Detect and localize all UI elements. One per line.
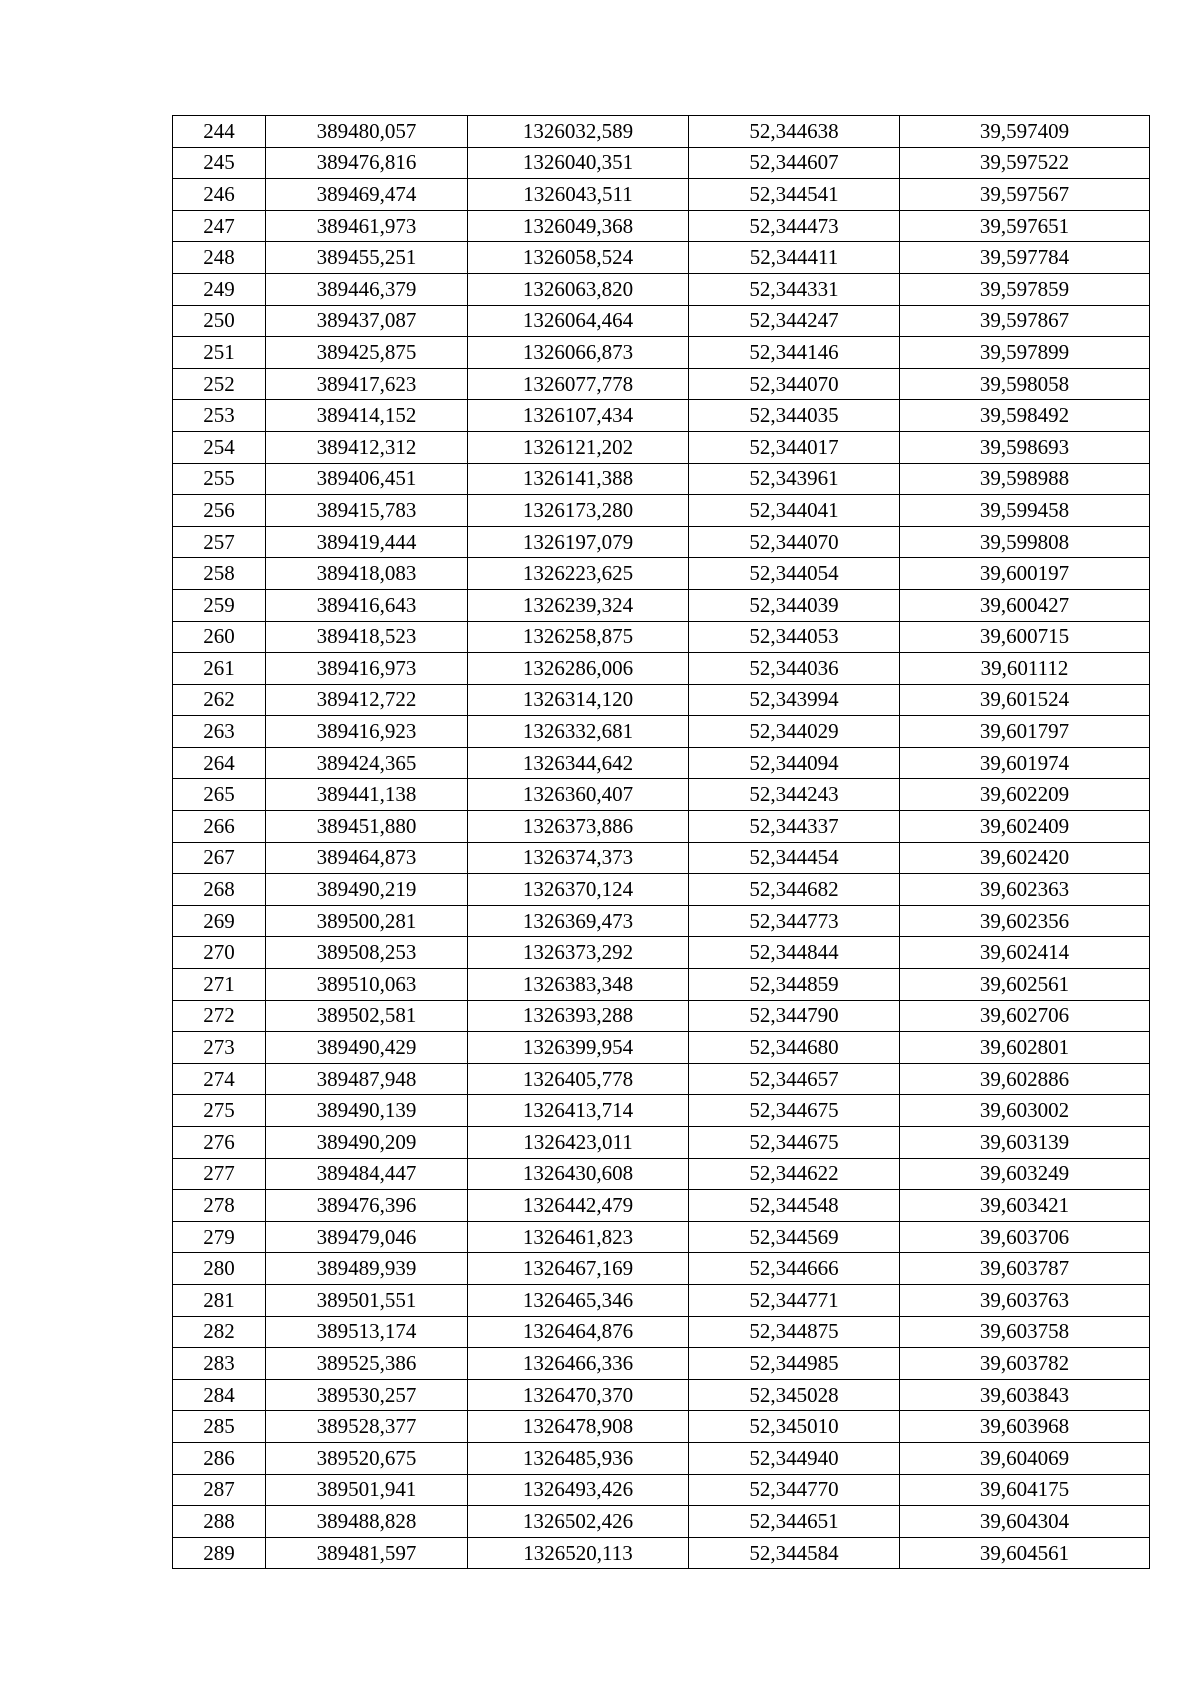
y-coordinate-cell: 1326383,348: [468, 969, 689, 1001]
y-coordinate-cell: 1326502,426: [468, 1506, 689, 1538]
latitude-cell: 52,344039: [689, 589, 900, 621]
longitude-cell: 39,604304: [900, 1506, 1150, 1538]
y-coordinate-cell: 1326332,681: [468, 716, 689, 748]
y-coordinate-cell: 1326077,778: [468, 368, 689, 400]
point-number-cell: 284: [173, 1379, 266, 1411]
point-number-cell: 259: [173, 589, 266, 621]
y-coordinate-cell: 1326239,324: [468, 589, 689, 621]
x-coordinate-cell: 389530,257: [266, 1379, 468, 1411]
x-coordinate-cell: 389513,174: [266, 1316, 468, 1348]
point-number-cell: 269: [173, 905, 266, 937]
table-row: [173, 589, 1150, 621]
point-number-cell: 270: [173, 937, 266, 969]
longitude-cell: 39,603758: [900, 1316, 1150, 1348]
table-row: [173, 431, 1150, 463]
point-number-cell: 263: [173, 716, 266, 748]
longitude-cell: 39,601112: [900, 653, 1150, 685]
longitude-cell: 39,602363: [900, 874, 1150, 906]
point-number-cell: 277: [173, 1158, 266, 1190]
table-row: [173, 1221, 1150, 1253]
x-coordinate-cell: 389412,312: [266, 431, 468, 463]
point-number-cell: 248: [173, 242, 266, 274]
x-coordinate-cell: 389490,219: [266, 874, 468, 906]
x-coordinate-cell: 389508,253: [266, 937, 468, 969]
latitude-cell: 52,344569: [689, 1221, 900, 1253]
y-coordinate-cell: 1326121,202: [468, 431, 689, 463]
latitude-cell: 52,343994: [689, 684, 900, 716]
y-coordinate-cell: 1326049,368: [468, 210, 689, 242]
point-number-cell: 249: [173, 273, 266, 305]
longitude-cell: 39,602409: [900, 811, 1150, 843]
latitude-cell: 52,344771: [689, 1284, 900, 1316]
table-row: [173, 526, 1150, 558]
x-coordinate-cell: 389490,429: [266, 1032, 468, 1064]
latitude-cell: 52,344473: [689, 210, 900, 242]
y-coordinate-cell: 1326470,370: [468, 1379, 689, 1411]
latitude-cell: 52,344041: [689, 495, 900, 527]
x-coordinate-cell: 389520,675: [266, 1442, 468, 1474]
point-number-cell: 245: [173, 147, 266, 179]
x-coordinate-cell: 389414,152: [266, 400, 468, 432]
point-number-cell: 258: [173, 558, 266, 590]
table-row: [173, 242, 1150, 274]
latitude-cell: 52,344054: [689, 558, 900, 590]
table-row: [173, 463, 1150, 495]
coordinates-table: [172, 115, 1150, 1569]
x-coordinate-cell: 389441,138: [266, 779, 468, 811]
x-coordinate-cell: 389418,523: [266, 621, 468, 653]
table-row: [173, 400, 1150, 432]
latitude-cell: 52,345010: [689, 1411, 900, 1443]
table-row: [173, 210, 1150, 242]
latitude-cell: 52,344607: [689, 147, 900, 179]
point-number-cell: 279: [173, 1221, 266, 1253]
y-coordinate-cell: 1326442,479: [468, 1190, 689, 1222]
y-coordinate-cell: 1326461,823: [468, 1221, 689, 1253]
latitude-cell: 52,344675: [689, 1095, 900, 1127]
y-coordinate-cell: 1326173,280: [468, 495, 689, 527]
point-number-cell: 276: [173, 1127, 266, 1159]
table-row: [173, 1348, 1150, 1380]
point-number-cell: 278: [173, 1190, 266, 1222]
latitude-cell: 52,344243: [689, 779, 900, 811]
x-coordinate-cell: 389501,941: [266, 1474, 468, 1506]
latitude-cell: 52,344875: [689, 1316, 900, 1348]
y-coordinate-cell: 1326141,388: [468, 463, 689, 495]
y-coordinate-cell: 1326464,876: [468, 1316, 689, 1348]
latitude-cell: 52,344844: [689, 937, 900, 969]
longitude-cell: 39,603249: [900, 1158, 1150, 1190]
point-number-cell: 247: [173, 210, 266, 242]
longitude-cell: 39,603787: [900, 1253, 1150, 1285]
y-coordinate-cell: 1326374,373: [468, 842, 689, 874]
latitude-cell: 52,344940: [689, 1442, 900, 1474]
point-number-cell: 289: [173, 1537, 266, 1569]
point-number-cell: 250: [173, 305, 266, 337]
longitude-cell: 39,602420: [900, 842, 1150, 874]
y-coordinate-cell: 1326064,464: [468, 305, 689, 337]
table-row: [173, 684, 1150, 716]
longitude-cell: 39,597784: [900, 242, 1150, 274]
latitude-cell: 52,344053: [689, 621, 900, 653]
y-coordinate-cell: 1326344,642: [468, 747, 689, 779]
point-number-cell: 254: [173, 431, 266, 463]
table-row: [173, 273, 1150, 305]
x-coordinate-cell: 389510,063: [266, 969, 468, 1001]
x-coordinate-cell: 389446,379: [266, 273, 468, 305]
table-row: [173, 1442, 1150, 1474]
latitude-cell: 52,344770: [689, 1474, 900, 1506]
x-coordinate-cell: 389502,581: [266, 1000, 468, 1032]
longitude-cell: 39,601974: [900, 747, 1150, 779]
table-row: [173, 811, 1150, 843]
y-coordinate-cell: 1326223,625: [468, 558, 689, 590]
table-row: [173, 653, 1150, 685]
point-number-cell: 262: [173, 684, 266, 716]
y-coordinate-cell: 1326393,288: [468, 1000, 689, 1032]
table-row: [173, 305, 1150, 337]
x-coordinate-cell: 389481,597: [266, 1537, 468, 1569]
longitude-cell: 39,603843: [900, 1379, 1150, 1411]
latitude-cell: 52,344651: [689, 1506, 900, 1538]
table-row: [173, 905, 1150, 937]
x-coordinate-cell: 389480,057: [266, 116, 468, 148]
latitude-cell: 52,344411: [689, 242, 900, 274]
x-coordinate-cell: 389416,973: [266, 653, 468, 685]
y-coordinate-cell: 1326413,714: [468, 1095, 689, 1127]
x-coordinate-cell: 389501,551: [266, 1284, 468, 1316]
x-coordinate-cell: 389500,281: [266, 905, 468, 937]
x-coordinate-cell: 389476,396: [266, 1190, 468, 1222]
latitude-cell: 52,344094: [689, 747, 900, 779]
longitude-cell: 39,597867: [900, 305, 1150, 337]
table-row: [173, 116, 1150, 148]
latitude-cell: 52,344454: [689, 842, 900, 874]
latitude-cell: 52,343961: [689, 463, 900, 495]
longitude-cell: 39,598988: [900, 463, 1150, 495]
table-row: [173, 1284, 1150, 1316]
y-coordinate-cell: 1326286,006: [468, 653, 689, 685]
x-coordinate-cell: 389455,251: [266, 242, 468, 274]
table-row: [173, 842, 1150, 874]
point-number-cell: 265: [173, 779, 266, 811]
table-row: [173, 1316, 1150, 1348]
table-row: [173, 337, 1150, 369]
x-coordinate-cell: 389464,873: [266, 842, 468, 874]
longitude-cell: 39,603706: [900, 1221, 1150, 1253]
x-coordinate-cell: 389415,783: [266, 495, 468, 527]
point-number-cell: 288: [173, 1506, 266, 1538]
longitude-cell: 39,598058: [900, 368, 1150, 400]
y-coordinate-cell: 1326405,778: [468, 1063, 689, 1095]
longitude-cell: 39,602706: [900, 1000, 1150, 1032]
longitude-cell: 39,601797: [900, 716, 1150, 748]
latitude-cell: 52,344036: [689, 653, 900, 685]
x-coordinate-cell: 389418,083: [266, 558, 468, 590]
longitude-cell: 39,603763: [900, 1284, 1150, 1316]
table-row: [173, 1190, 1150, 1222]
latitude-cell: 52,344146: [689, 337, 900, 369]
table-row: [173, 179, 1150, 211]
point-number-cell: 252: [173, 368, 266, 400]
longitude-cell: 39,599808: [900, 526, 1150, 558]
latitude-cell: 52,344070: [689, 526, 900, 558]
latitude-cell: 52,344584: [689, 1537, 900, 1569]
latitude-cell: 52,344017: [689, 431, 900, 463]
latitude-cell: 52,344638: [689, 116, 900, 148]
longitude-cell: 39,597651: [900, 210, 1150, 242]
x-coordinate-cell: 389476,816: [266, 147, 468, 179]
point-number-cell: 287: [173, 1474, 266, 1506]
y-coordinate-cell: 1326197,079: [468, 526, 689, 558]
longitude-cell: 39,602801: [900, 1032, 1150, 1064]
x-coordinate-cell: 389469,474: [266, 179, 468, 211]
latitude-cell: 52,344657: [689, 1063, 900, 1095]
latitude-cell: 52,344331: [689, 273, 900, 305]
point-number-cell: 244: [173, 116, 266, 148]
table-row: [173, 1063, 1150, 1095]
table-row: [173, 969, 1150, 1001]
table-row: [173, 1032, 1150, 1064]
x-coordinate-cell: 389487,948: [266, 1063, 468, 1095]
y-coordinate-cell: 1326314,120: [468, 684, 689, 716]
table-row: [173, 1411, 1150, 1443]
table-row: [173, 1158, 1150, 1190]
longitude-cell: 39,602414: [900, 937, 1150, 969]
x-coordinate-cell: 389425,875: [266, 337, 468, 369]
table-row: [173, 779, 1150, 811]
point-number-cell: 272: [173, 1000, 266, 1032]
longitude-cell: 39,603139: [900, 1127, 1150, 1159]
longitude-cell: 39,604175: [900, 1474, 1150, 1506]
table-row: [173, 1000, 1150, 1032]
y-coordinate-cell: 1326258,875: [468, 621, 689, 653]
x-coordinate-cell: 389484,447: [266, 1158, 468, 1190]
y-coordinate-cell: 1326465,346: [468, 1284, 689, 1316]
table-row: [173, 621, 1150, 653]
point-number-cell: 264: [173, 747, 266, 779]
latitude-cell: 52,344548: [689, 1190, 900, 1222]
point-number-cell: 261: [173, 653, 266, 685]
longitude-cell: 39,598492: [900, 400, 1150, 432]
latitude-cell: 52,344680: [689, 1032, 900, 1064]
table-row: [173, 495, 1150, 527]
x-coordinate-cell: 389419,444: [266, 526, 468, 558]
latitude-cell: 52,344622: [689, 1158, 900, 1190]
table-row: [173, 1253, 1150, 1285]
latitude-cell: 52,344666: [689, 1253, 900, 1285]
point-number-cell: 266: [173, 811, 266, 843]
point-number-cell: 280: [173, 1253, 266, 1285]
longitude-cell: 39,602209: [900, 779, 1150, 811]
x-coordinate-cell: 389416,643: [266, 589, 468, 621]
table-row: [173, 1537, 1150, 1569]
latitude-cell: 52,344035: [689, 400, 900, 432]
longitude-cell: 39,597899: [900, 337, 1150, 369]
y-coordinate-cell: 1326466,336: [468, 1348, 689, 1380]
table-row: [173, 1095, 1150, 1127]
y-coordinate-cell: 1326423,011: [468, 1127, 689, 1159]
longitude-cell: 39,599458: [900, 495, 1150, 527]
point-number-cell: 257: [173, 526, 266, 558]
longitude-cell: 39,600715: [900, 621, 1150, 653]
y-coordinate-cell: 1326360,407: [468, 779, 689, 811]
table-row: [173, 1474, 1150, 1506]
latitude-cell: 52,344675: [689, 1127, 900, 1159]
latitude-cell: 52,344541: [689, 179, 900, 211]
y-coordinate-cell: 1326399,954: [468, 1032, 689, 1064]
y-coordinate-cell: 1326370,124: [468, 874, 689, 906]
x-coordinate-cell: 389451,880: [266, 811, 468, 843]
point-number-cell: 256: [173, 495, 266, 527]
y-coordinate-cell: 1326369,473: [468, 905, 689, 937]
table-row: [173, 747, 1150, 779]
x-coordinate-cell: 389525,386: [266, 1348, 468, 1380]
point-number-cell: 274: [173, 1063, 266, 1095]
longitude-cell: 39,603968: [900, 1411, 1150, 1443]
latitude-cell: 52,344985: [689, 1348, 900, 1380]
table-row: [173, 368, 1150, 400]
longitude-cell: 39,603002: [900, 1095, 1150, 1127]
y-coordinate-cell: 1326066,873: [468, 337, 689, 369]
longitude-cell: 39,603421: [900, 1190, 1150, 1222]
latitude-cell: 52,344682: [689, 874, 900, 906]
latitude-cell: 52,344337: [689, 811, 900, 843]
table-row: [173, 937, 1150, 969]
longitude-cell: 39,597567: [900, 179, 1150, 211]
x-coordinate-cell: 389490,139: [266, 1095, 468, 1127]
point-number-cell: 260: [173, 621, 266, 653]
y-coordinate-cell: 1326058,524: [468, 242, 689, 274]
latitude-cell: 52,344859: [689, 969, 900, 1001]
y-coordinate-cell: 1326493,426: [468, 1474, 689, 1506]
point-number-cell: 275: [173, 1095, 266, 1127]
table-row: [173, 147, 1150, 179]
table-row: [173, 716, 1150, 748]
longitude-cell: 39,602561: [900, 969, 1150, 1001]
point-number-cell: 253: [173, 400, 266, 432]
longitude-cell: 39,598693: [900, 431, 1150, 463]
y-coordinate-cell: 1326373,886: [468, 811, 689, 843]
longitude-cell: 39,604069: [900, 1442, 1150, 1474]
point-number-cell: 251: [173, 337, 266, 369]
table-row: [173, 1379, 1150, 1411]
point-number-cell: 267: [173, 842, 266, 874]
y-coordinate-cell: 1326478,908: [468, 1411, 689, 1443]
point-number-cell: 281: [173, 1284, 266, 1316]
y-coordinate-cell: 1326107,434: [468, 400, 689, 432]
x-coordinate-cell: 389412,722: [266, 684, 468, 716]
point-number-cell: 271: [173, 969, 266, 1001]
x-coordinate-cell: 389416,923: [266, 716, 468, 748]
x-coordinate-cell: 389406,451: [266, 463, 468, 495]
x-coordinate-cell: 389479,046: [266, 1221, 468, 1253]
y-coordinate-cell: 1326485,936: [468, 1442, 689, 1474]
point-number-cell: 246: [173, 179, 266, 211]
x-coordinate-cell: 389461,973: [266, 210, 468, 242]
point-number-cell: 255: [173, 463, 266, 495]
y-coordinate-cell: 1326430,608: [468, 1158, 689, 1190]
y-coordinate-cell: 1326032,589: [468, 116, 689, 148]
y-coordinate-cell: 1326063,820: [468, 273, 689, 305]
y-coordinate-cell: 1326467,169: [468, 1253, 689, 1285]
x-coordinate-cell: 389437,087: [266, 305, 468, 337]
table-row: [173, 1506, 1150, 1538]
latitude-cell: 52,344029: [689, 716, 900, 748]
x-coordinate-cell: 389490,209: [266, 1127, 468, 1159]
latitude-cell: 52,345028: [689, 1379, 900, 1411]
point-number-cell: 286: [173, 1442, 266, 1474]
y-coordinate-cell: 1326043,511: [468, 179, 689, 211]
x-coordinate-cell: 389424,365: [266, 747, 468, 779]
point-number-cell: 273: [173, 1032, 266, 1064]
coordinates-table-body: [173, 116, 1150, 1569]
point-number-cell: 283: [173, 1348, 266, 1380]
x-coordinate-cell: 389489,939: [266, 1253, 468, 1285]
x-coordinate-cell: 389417,623: [266, 368, 468, 400]
latitude-cell: 52,344773: [689, 905, 900, 937]
y-coordinate-cell: 1326373,292: [468, 937, 689, 969]
latitude-cell: 52,344070: [689, 368, 900, 400]
point-number-cell: 285: [173, 1411, 266, 1443]
y-coordinate-cell: 1326520,113: [468, 1537, 689, 1569]
longitude-cell: 39,601524: [900, 684, 1150, 716]
longitude-cell: 39,600197: [900, 558, 1150, 590]
longitude-cell: 39,597409: [900, 116, 1150, 148]
x-coordinate-cell: 389488,828: [266, 1506, 468, 1538]
y-coordinate-cell: 1326040,351: [468, 147, 689, 179]
x-coordinate-cell: 389528,377: [266, 1411, 468, 1443]
table-row: [173, 1127, 1150, 1159]
latitude-cell: 52,344247: [689, 305, 900, 337]
longitude-cell: 39,604561: [900, 1537, 1150, 1569]
longitude-cell: 39,602356: [900, 905, 1150, 937]
table-row: [173, 558, 1150, 590]
longitude-cell: 39,603782: [900, 1348, 1150, 1380]
point-number-cell: 268: [173, 874, 266, 906]
table-row: [173, 874, 1150, 906]
longitude-cell: 39,597859: [900, 273, 1150, 305]
longitude-cell: 39,597522: [900, 147, 1150, 179]
point-number-cell: 282: [173, 1316, 266, 1348]
latitude-cell: 52,344790: [689, 1000, 900, 1032]
longitude-cell: 39,600427: [900, 589, 1150, 621]
longitude-cell: 39,602886: [900, 1063, 1150, 1095]
